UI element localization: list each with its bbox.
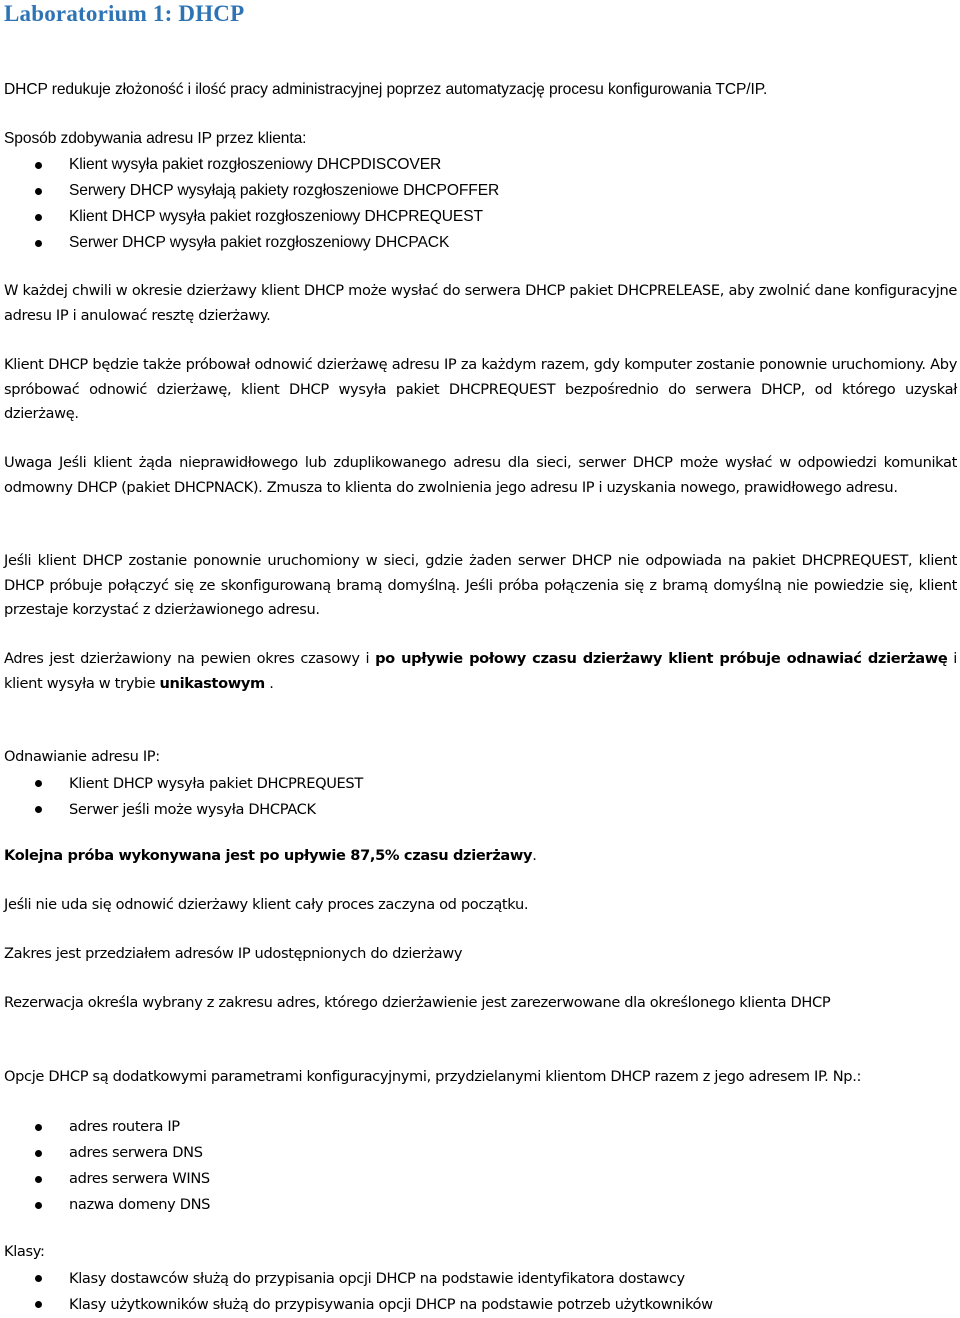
list-item	[4, 204, 957, 230]
next-attempt-paragraph	[4, 844, 957, 869]
options-list	[4, 1114, 957, 1218]
reservation-paragraph: Rezerwacja określa wybrany z zakresu adres, którego dzierżawienie jest zarezerwowane dla określonego klienta DHCP	[4, 994, 831, 1011]
list-item	[4, 1192, 957, 1218]
renewal-heading: Odnawianie adresu IP:	[4, 748, 160, 765]
page-title: Laboratorium 1: DHCP	[4, 1, 245, 26]
list-item	[4, 1140, 957, 1166]
lease-bold-2: unikastowym	[159, 674, 265, 692]
list-item-text: Klasy użytkowników służą do przypisywania opcji DHCP na podstawie potrzeb użytkowników	[69, 1295, 713, 1313]
nack-paragraph: Uwaga Jeśli klient żąda nieprawidłowego lub zduplikowanego adresu dla sieci, serwer DHCP może wysłać w odpowiedzi komunikat odmowny DHCP (pakiet DHCPNACK). Zmusza to klienta do zwolnienia jego adresu IP i uzyskania nowego, prawidłowego adresu.	[4, 454, 957, 496]
list-item-text: adres routera IP	[69, 1118, 180, 1135]
lease-text-1: Adres jest dzierżawiony na pewien okres czasowy i	[4, 650, 376, 667]
bullet-icon	[35, 1275, 42, 1282]
list-item	[4, 1114, 957, 1140]
bullet-icon	[35, 1150, 42, 1157]
next-attempt-tail: .	[532, 847, 537, 864]
scope-paragraph: Zakres jest przedziałem adresów IP udostępnionych do dzierżawy	[4, 945, 463, 962]
bullet-icon	[35, 1176, 42, 1183]
list-item-text: Serwer jeśli może wysyła DHCPACK	[69, 800, 316, 818]
list-item	[4, 152, 957, 178]
list-item	[4, 230, 957, 256]
classes-section	[4, 1240, 957, 1318]
lease-text-2: i klient wysyła w trybie	[4, 650, 957, 692]
list-item	[4, 1166, 957, 1192]
list-item-text: nazwa domeny DNS	[69, 1196, 211, 1213]
list-item-text: Klient DHCP wysyła pakiet rozgłoszeniowy DHCPREQUEST	[69, 208, 483, 225]
bullet-icon	[35, 188, 42, 195]
acquire-list	[4, 152, 957, 256]
renewal-section	[4, 745, 957, 823]
list-item	[4, 797, 957, 823]
list-item-text: adres serwera DNS	[69, 1144, 203, 1161]
bullet-icon	[35, 162, 42, 169]
list-item-text: Klient wysyła pakiet rozgłoszeniowy DHCPDISCOVER	[69, 156, 442, 173]
renewal-list	[4, 771, 957, 823]
list-item	[4, 1292, 957, 1318]
bullet-icon	[35, 214, 42, 221]
bullet-icon	[35, 780, 42, 787]
bullet-icon	[35, 1124, 42, 1131]
lease-bold-1: po upływie połowy czasu dzierżawy klient próbuje odnawiać dzierżawę	[375, 650, 948, 667]
release-paragraph: W każdej chwili w okresie dzierżawy klient DHCP może wysłać do serwera DHCP pakiet DHCPRELEASE, aby zwolnić dane konfiguracyjne adresu IP i anulować resztę dzierżawy.	[4, 282, 957, 324]
list-item	[4, 178, 957, 204]
list-item-text: Serwer DHCP wysyła pakiet rozgłoszeniowy DHCPACK	[69, 234, 450, 251]
bullet-icon	[35, 240, 42, 247]
acquire-section	[4, 126, 957, 256]
list-item	[4, 1266, 957, 1292]
list-item-text: Klasy dostawców służą do przypisania opcji DHCP na podstawie identyfikatora dostawcy	[69, 1269, 685, 1287]
classes-list	[4, 1266, 957, 1318]
restart-paragraph: Jeśli nie uda się odnowić dzierżawy klient cały proces zaczyna od początku.	[4, 896, 529, 913]
bullet-icon	[35, 1301, 42, 1308]
renew-restart-paragraph: Klient DHCP będzie także próbował odnowić dzierżawę adresu IP za każdym razem, gdy komputer zostanie ponownie uruchomiony. Aby spróbować odnowić dzierżawę, klient DHCP wysyła pakiet DHCPREQUEST bezpośrednio do serwera DHCP, od którego uzyskał dzierżawę.	[4, 356, 957, 422]
acquire-heading: Sposób zdobywania adresu IP przez klienta:	[4, 130, 307, 147]
list-item-text: adres serwera WINS	[69, 1170, 210, 1187]
list-item	[4, 771, 957, 797]
bullet-icon	[35, 1202, 42, 1209]
classes-heading: Klasy:	[4, 1243, 45, 1260]
options-paragraph: Opcje DHCP są dodatkowymi parametrami konfiguracyjnymi, przydzielanymi klientom DHCP razem z jego adresem IP. Np.:	[4, 1068, 862, 1085]
lease-paragraph	[4, 647, 957, 696]
intro-paragraph: DHCP redukuje złożoność i ilość pracy administracyjnej poprzez automatyzację procesu konfigurowania TCP/IP.	[4, 81, 768, 98]
list-item-text: Klient DHCP wysyła pakiet DHCPREQUEST	[69, 774, 363, 792]
lease-text-3: .	[264, 674, 274, 692]
bullet-icon	[35, 806, 42, 813]
list-item-text: Serwery DHCP wysyłają pakiety rozgłoszeniowe DHCPOFFER	[69, 182, 500, 199]
next-attempt-bold: Kolejna próba wykonywana jest po upływie 87,5% czasu dzierżawy	[4, 847, 533, 864]
gateway-paragraph: Jeśli klient DHCP zostanie ponownie uruchomiony w sieci, gdzie żaden serwer DHCP nie odpowiada na pakiet DHCPREQUEST, klient DHCP próbuje połączyć się ze skonfigurowaną bramą domyślną. Jeśli próba połączenia się z bramą domyślną nie powiedzie się, klient przestaje korzystać z dzierżawionego adresu.	[4, 552, 957, 618]
